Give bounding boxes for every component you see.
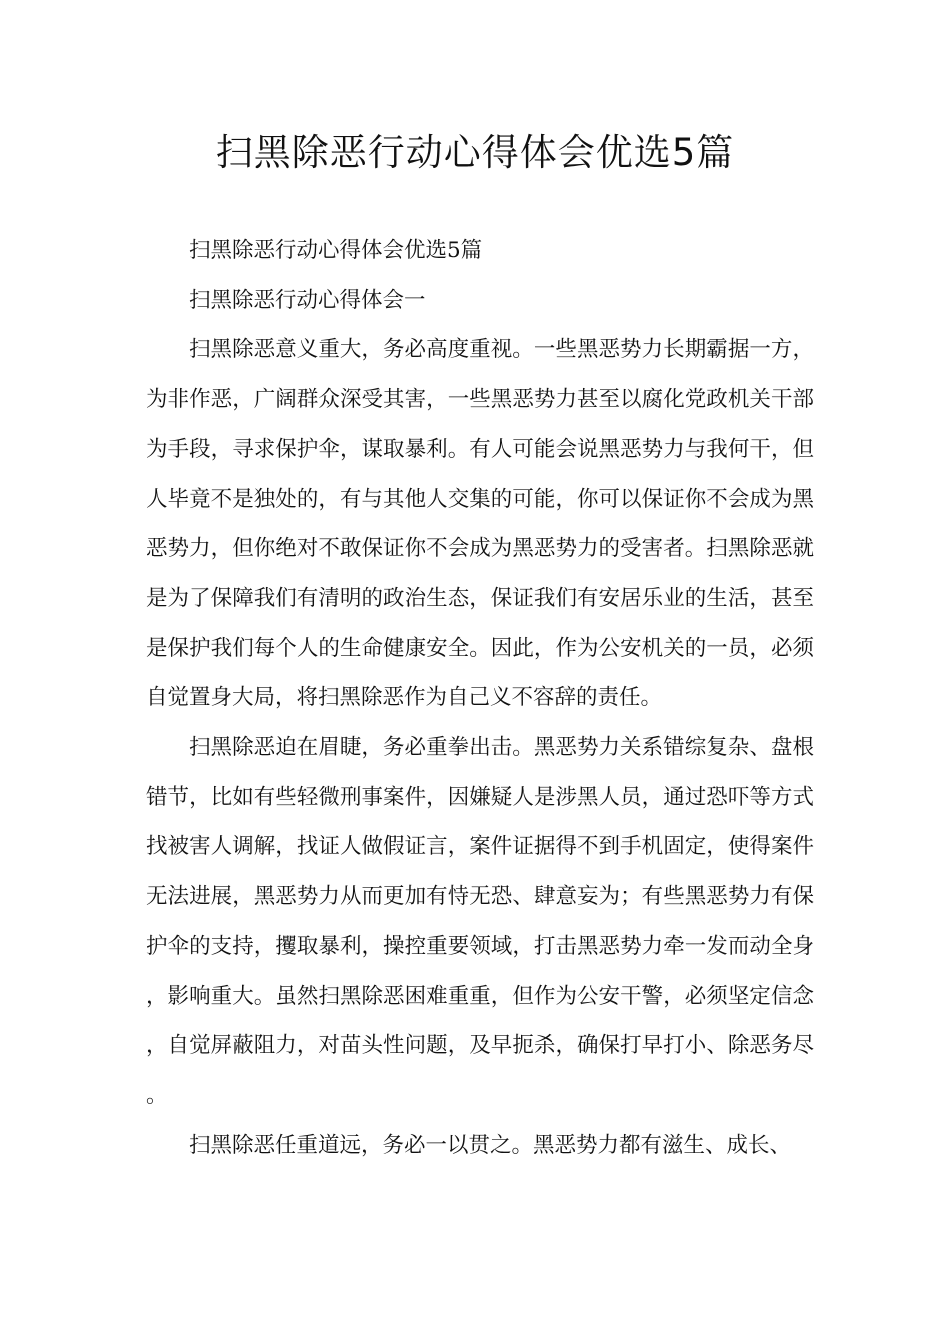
paragraph: 扫黑除恶意义重大，务必高度重视。一些黑恶势力长期霸据一方，为非作恶，广阔群众深受其害，一些黑恶势力甚至以腐化党政机关干部为手段，寻求保护伞，谋取暴利。有人可能会说黑恶势力与我何干，但人毕竟不是独处的，有与其他人交集的可能，你可以保证你不会成为黑恶势力，但你绝对不敢保证你不会成为黑恶势力的受害者。扫黑除恶就是为了保障我们有清明的政治生态，保证我们有安居乐业的生活，甚至是保护我们每个人的生命健康安全。因此，作为公安机关的一员，必须自觉置身大局，将扫黑除恶作为自己义不容辞的责任。 <box>146 337 814 711</box>
paragraph: 扫黑除恶迫在眉睫，务必重拳出击。黑恶势力关系错综复杂、盘根错节，比如有些轻微刑事案件，因嫌疑人是涉黑人员，通过恐吓等方式找被害人调解，找证人做假证言，案件证据得不到手机固定，使得案件无法进展，黑恶势力从而更加有恃无恐、肆意妄为；有些黑恶势力有保护伞的支持，攫取暴利，操控重要领域，打击黑恶势力牵一发而动全身，影响重大。虽然扫黑除恶困难重重，但作为公安干警，必须坚定信念，自觉屏蔽阻力，对苗头性问题，及早扼杀，确保打早打小、除恶务尽。 <box>146 735 814 1108</box>
document-subtitle: 扫黑除恶行动心得体会优选5篇 <box>189 238 483 263</box>
document-body <box>146 226 814 1170</box>
paragraph: 扫黑除恶任重道远，务必一以贯之。黑恶势力都有滋生、成长、 <box>189 1132 792 1158</box>
section-heading: 扫黑除恶行动心得体会一 <box>189 287 426 313</box>
document-title: 扫黑除恶行动心得体会优选5篇 <box>215 131 735 174</box>
